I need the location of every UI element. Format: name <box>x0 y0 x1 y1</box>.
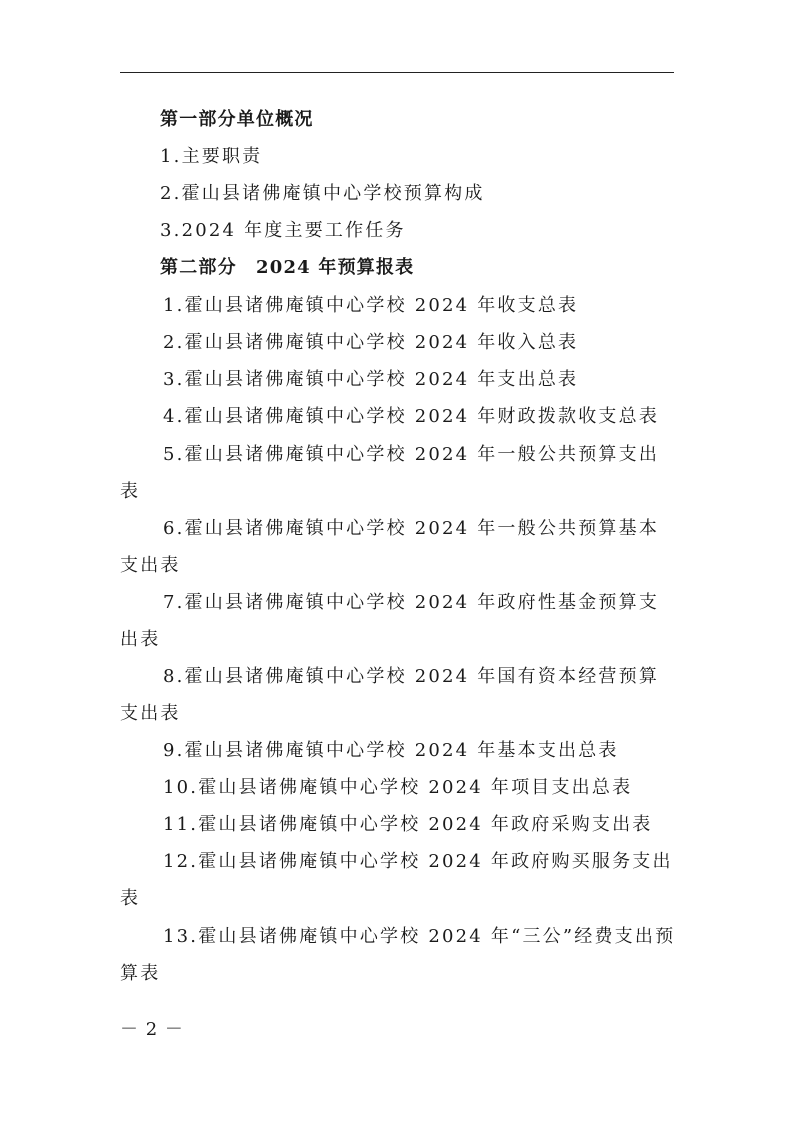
toc-item: 5.霍山县诸佛庵镇中心学校 2024 年一般公共预算支出 <box>163 444 660 465</box>
toc-item: 12.霍山县诸佛庵镇中心学校 2024 年政府购买服务支出 <box>163 851 673 872</box>
toc-item: 8.霍山县诸佛庵镇中心学校 2024 年国有资本经营预算 <box>163 666 660 687</box>
toc-item-continuation: 表 <box>120 481 141 502</box>
toc-item: 1.主要职责 <box>160 146 263 167</box>
toc-item: 9.霍山县诸佛庵镇中心学校 2024 年基本支出总表 <box>163 740 619 761</box>
toc-item-continuation: 支出表 <box>120 703 181 724</box>
toc-item-continuation: 支出表 <box>120 555 181 576</box>
toc-item: 6.霍山县诸佛庵镇中心学校 2024 年一般公共预算基本 <box>163 518 660 539</box>
toc-item-continuation: 表 <box>120 888 141 909</box>
toc-item: 3.2024 年度主要工作任务 <box>160 220 406 241</box>
part-one-heading: 第一部分单位概况 <box>160 109 314 130</box>
page-number: － 2 － <box>120 1019 184 1040</box>
toc-item: 3.霍山县诸佛庵镇中心学校 2024 年支出总表 <box>163 369 579 390</box>
toc-item: 1.霍山县诸佛庵镇中心学校 2024 年收支总表 <box>163 295 579 316</box>
toc-item: 11.霍山县诸佛庵镇中心学校 2024 年政府采购支出表 <box>163 814 653 835</box>
toc-item: 2.霍山县诸佛庵镇中心学校 2024 年收入总表 <box>163 332 579 353</box>
toc-item: 10.霍山县诸佛庵镇中心学校 2024 年项目支出总表 <box>163 777 633 798</box>
toc-item: 2.霍山县诸佛庵镇中心学校预算构成 <box>160 183 485 204</box>
toc-item-continuation: 算表 <box>120 963 161 984</box>
header-rule <box>120 72 674 73</box>
part-two-heading: 第二部分 2024 年预算报表 <box>160 257 415 278</box>
toc-item: 13.霍山县诸佛庵镇中心学校 2024 年“三公”经费支出预 <box>163 926 676 947</box>
toc-item-continuation: 出表 <box>120 629 161 650</box>
toc-item: 4.霍山县诸佛庵镇中心学校 2024 年财政拨款收支总表 <box>163 406 660 427</box>
toc-item: 7.霍山县诸佛庵镇中心学校 2024 年政府性基金预算支 <box>163 592 660 613</box>
